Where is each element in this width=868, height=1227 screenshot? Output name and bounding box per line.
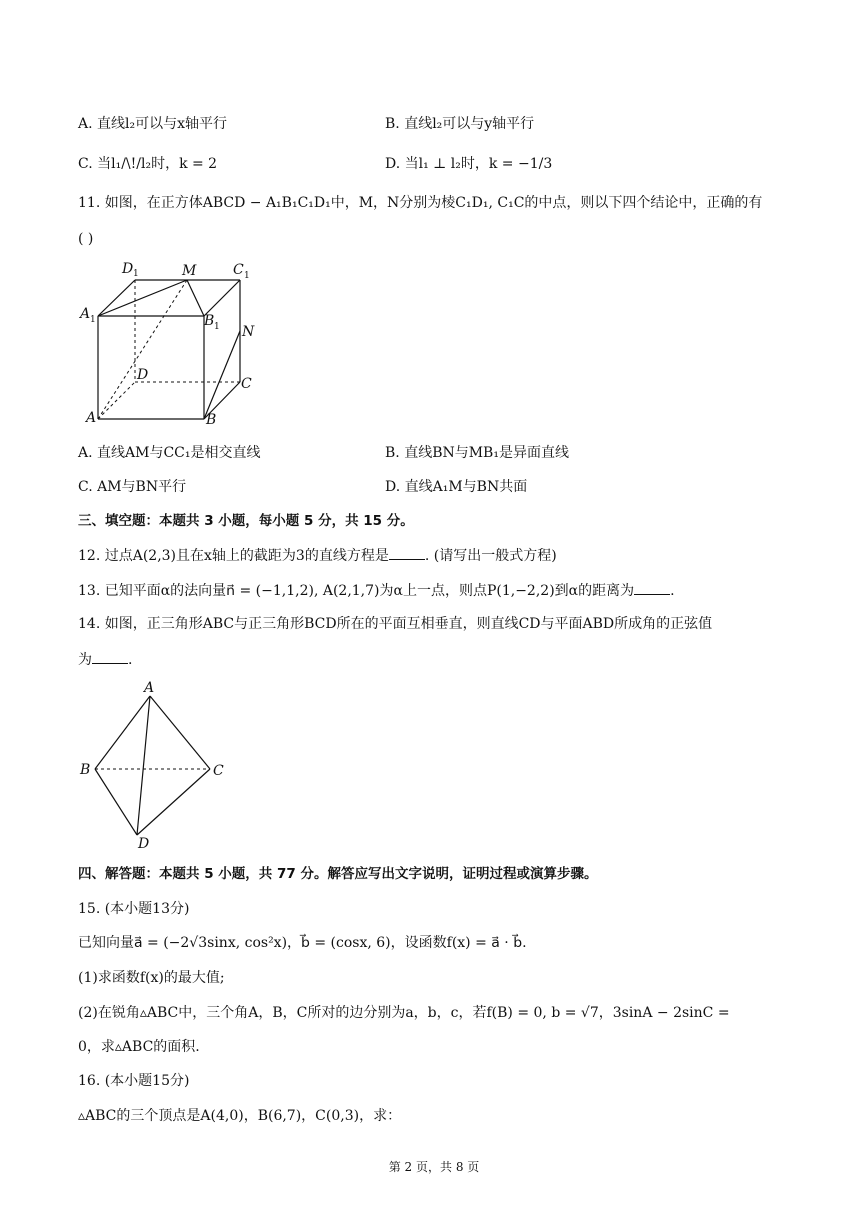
label-c: C (241, 376, 252, 392)
q15-line1: 已知向量a⃗ = (−2√3sinx, cos²x)，b⃗ = (cosx, 6)，设函数f(x) = a⃗ · b⃗. (78, 935, 527, 951)
cube-figure (76, 258, 266, 433)
label-n: N (242, 324, 255, 340)
q11-option-d: D. 直线A₁M与BN共面 (385, 479, 528, 495)
section-3-heading: 三、填空题：本题共 3 小题，每小题 5 分，共 15 分。 (78, 513, 414, 529)
q11-stem: 11. 如图，在正方体ABCD − A₁B₁C₁D₁中，M，N分别为棱C₁D₁, C₁C的中点，则以下四个结论中，正确的有 (78, 195, 763, 211)
label-c: C (213, 763, 224, 779)
q10-option-d: D. 当l₁ ⊥ l₂时，k = −1/3 (385, 156, 553, 172)
q14-text-after: . (128, 652, 133, 668)
q12-stem (78, 545, 557, 566)
label-c1-sub: 1 (244, 271, 250, 281)
q16-line1: ▵ABC的三个顶点是A(4,0)，B(6,7)，C(0,3)，求： (78, 1108, 402, 1124)
label-a1: A (80, 306, 91, 322)
q11-option-c: C. AM与BN平行 (78, 479, 187, 495)
label-d: D (138, 836, 150, 852)
label-b: B (206, 412, 217, 428)
q10-option-c: C. 当l₁/\!/l₂时，k = 2 (78, 156, 218, 172)
label-c1: C (233, 262, 244, 278)
q15-line3: (2)在锐角▵ABC中，三个角A，B，C所对的边分别为a，b，c，若f(B) = 0, b = √7，3sinA − 2sinC = (78, 1005, 730, 1021)
label-a: A (86, 410, 97, 426)
label-a: A (144, 680, 155, 696)
q15-line2: (1)求函数f(x)的最大值; (78, 970, 225, 986)
tetrahedron-figure (76, 678, 236, 852)
label-a1-sub: 1 (90, 315, 96, 325)
section-4-heading: 四、解答题：本题共 5 小题，共 77 分。解答应写出文字说明，证明过程或演算步骤。 (78, 866, 598, 882)
label-b: B (80, 762, 91, 778)
q14-answer-blank[interactable] (92, 649, 128, 664)
q12-answer-blank[interactable] (389, 545, 425, 560)
q14-stem: 14. 如图，正三角形ABC与正三角形BCD所在的平面互相垂直，则直线CD与平面ABD所成角的正弦值 (78, 616, 713, 632)
q14-stem-line2 (78, 649, 132, 670)
q12-text-after: . (请写出一般式方程) (424, 548, 557, 564)
label-m: M (182, 263, 197, 279)
q13-text-before: 13. 已知平面α的法向量n⃗ = (−1,1,2), A(2,1,7)为α上一点，则点P(1,−2,2)到α的距离为 (78, 583, 635, 599)
label-d: D (137, 367, 149, 383)
q15-line4: 0，求▵ABC的面积. (78, 1039, 200, 1055)
q15-header: 15. (本小题13分) (78, 901, 190, 917)
label-b1: B (204, 313, 215, 329)
q13-stem (78, 580, 675, 601)
page-footer: 第 2 页，共 8 页 (388, 1160, 480, 1174)
q14-text-before: 为 (78, 652, 92, 668)
q11-answer-bracket: ( ) (78, 231, 94, 247)
label-d1: D (122, 261, 134, 277)
label-d1-sub: 1 (133, 269, 139, 279)
q16-header: 16. (本小题15分) (78, 1073, 190, 1089)
q11-option-a: A. 直线AM与CC₁是相交直线 (78, 445, 261, 461)
q12-text-before: 12. 过点A(2,3)且在x轴上的截距为3的直线方程是 (78, 548, 389, 564)
q13-text-after: . (670, 583, 675, 599)
q13-answer-blank[interactable] (634, 580, 670, 595)
q11-option-b: B. 直线BN与MB₁是异面直线 (385, 445, 569, 461)
q10-option-b: B. 直线l₂可以与y轴平行 (385, 116, 535, 132)
label-b1-sub: 1 (214, 322, 220, 332)
q10-option-a: A. 直线l₂可以与x轴平行 (78, 116, 227, 132)
